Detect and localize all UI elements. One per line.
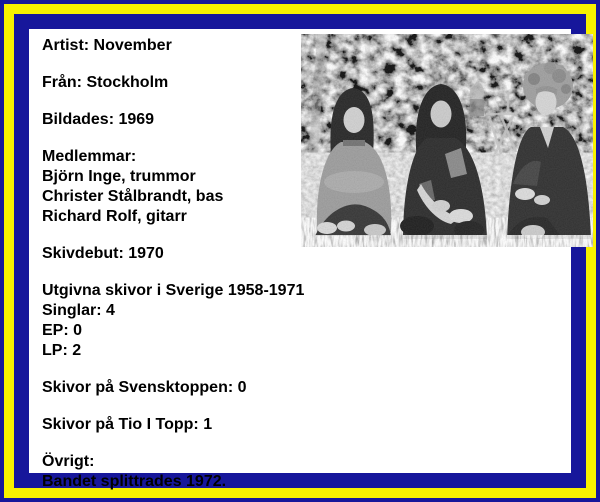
- svensktoppen-line: Skivor på Svensktoppen: 0: [42, 379, 247, 396]
- inner-blue-border: [14, 14, 586, 488]
- lp-count: LP: 2: [42, 342, 82, 359]
- band-photo: [301, 34, 593, 247]
- member-bass: Christer Stålbrandt, bas: [42, 188, 224, 205]
- other-paragraph: [42, 452, 597, 492]
- tio-i-topp-paragraph: [42, 415, 597, 435]
- releases-heading: Utgivna skivor i Sverige 1958-1971: [42, 282, 305, 299]
- svensktoppen-paragraph: [42, 378, 597, 398]
- singles-count: Singlar: 4: [42, 302, 115, 319]
- ep-count: EP: 0: [42, 322, 83, 339]
- yellow-border: [4, 4, 596, 498]
- formed-line: Bildades: 1969: [42, 111, 155, 128]
- band-info-card: [29, 29, 571, 490]
- member-drums: Björn Inge, trummor: [42, 168, 196, 185]
- members-heading: Medlemmar:: [42, 148, 137, 165]
- other-heading: Övrigt:: [42, 453, 95, 470]
- origin-line: Från: Stockholm: [42, 74, 169, 91]
- releases-paragraph: [42, 281, 597, 361]
- artist-line: Artist: November: [42, 37, 172, 54]
- debut-paragraph: [42, 244, 597, 264]
- tio-i-topp-line: Skivor på Tio I Topp: 1: [42, 416, 213, 433]
- member-guitar: Richard Rolf, gitarr: [42, 208, 187, 225]
- other-note: Bandet splittrades 1972.: [42, 473, 227, 490]
- debut-line: Skivdebut: 1970: [42, 245, 164, 262]
- band-photo-image: [301, 34, 593, 247]
